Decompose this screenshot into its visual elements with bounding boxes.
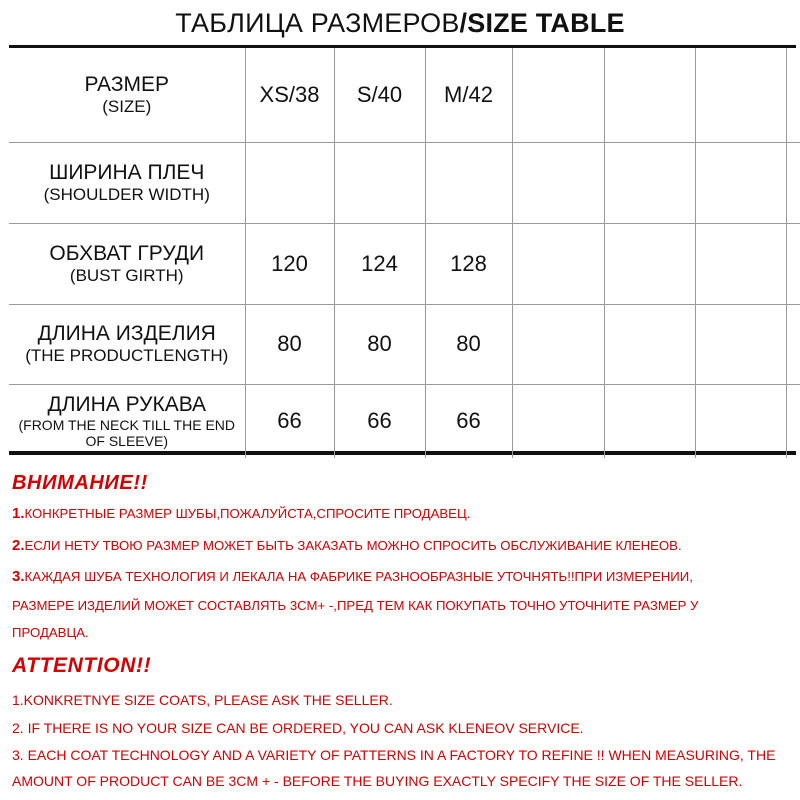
cell-value xyxy=(695,304,786,384)
cell-value xyxy=(695,48,786,142)
row-label xyxy=(9,304,245,384)
cell-value xyxy=(695,384,786,458)
note-number: 3. xyxy=(12,568,25,585)
cell-value xyxy=(786,142,800,223)
label-en: (FROM THE NECK TILL THE END OF SLEEVE) xyxy=(18,417,235,450)
note-text: КАЖДАЯ ШУБА ТЕХНОЛОГИЯ И ЛЕКАЛА НА ФАБРИКЕ РАЗНООБРАЗНЫЕ УТОЧНЯТЬ!!ПРИ ИЗМЕРЕНИИ, xyxy=(24,569,693,584)
table-row-length xyxy=(9,304,800,384)
note-ru-1 xyxy=(12,498,792,530)
cell-value: 80 xyxy=(425,304,512,384)
table-row-shoulder xyxy=(9,142,800,223)
page-title xyxy=(0,4,800,42)
label-en: (SIZE) xyxy=(102,96,152,116)
title-ru: ТАБЛИЦА РАЗМЕРОВ xyxy=(175,8,460,38)
note-en-2: 2. IF THERE IS NO YOUR SIZE CAN BE ORDERED, YOU CAN ASK KLENEOV SERVICE. xyxy=(12,720,584,736)
row-label xyxy=(9,48,245,142)
cell-value xyxy=(695,142,786,223)
note-ru-3 xyxy=(12,562,792,592)
label-en: (SHOULDER WIDTH) xyxy=(43,184,210,204)
attention-heading-en: ATTENTION!! xyxy=(12,654,152,677)
cell-value xyxy=(604,384,695,458)
cell-value xyxy=(604,304,695,384)
cell-value: M/42 xyxy=(425,48,512,142)
row-label xyxy=(9,384,245,458)
cell-value: 128 xyxy=(425,223,512,304)
label-ru: ШИРИНА ПЛЕЧ xyxy=(49,160,205,184)
notes-section xyxy=(12,468,792,794)
cell-value xyxy=(512,304,604,384)
table-row-bust xyxy=(9,223,800,304)
cell-value: 66 xyxy=(245,384,334,458)
cell-value xyxy=(786,384,800,458)
label-ru: ДЛИНА РУКАВА xyxy=(47,393,207,417)
note-text: ЕСЛИ НЕТУ ТВОЮ РАЗМЕР МОЖЕТ БЫТЬ ЗАКАЗАТЬ МОЖНО СПРОСИТЬ ОБСЛУЖИВАНИЕ КЛЕНЕОВ. xyxy=(24,538,682,553)
cell-value xyxy=(512,48,604,142)
cell-value xyxy=(425,142,512,223)
cell-value: 66 xyxy=(425,384,512,458)
label-ru: ДЛИНА ИЗДЕЛИЯ xyxy=(37,322,216,345)
cell-value: S/40 xyxy=(334,48,425,142)
note-en-1: 1.KONKRETNYE SIZE COATS, PLEASE ASK THE SELLER. xyxy=(12,692,393,708)
table-row-size xyxy=(9,48,800,142)
cell-value xyxy=(512,142,604,223)
cell-value xyxy=(604,223,695,304)
cell-value xyxy=(245,142,334,223)
cell-value: 80 xyxy=(334,304,425,384)
cell-value xyxy=(695,223,786,304)
note-ru-2 xyxy=(12,530,792,562)
note-text: КОНКРЕТНЫЕ РАЗМЕР ШУБЫ,ПОЖАЛУЙСТА,СПРОСИТЕ ПРОДАВЕЦ. xyxy=(24,506,471,521)
label-en: (THE PRODUCTLENGTH) xyxy=(25,346,229,365)
note-number: 1. xyxy=(12,505,25,522)
attention-heading-ru: ВНИМАНИЕ!! xyxy=(12,472,148,494)
cell-value: 80 xyxy=(245,304,334,384)
cell-value: XS/38 xyxy=(245,48,334,142)
row-label xyxy=(9,223,245,304)
cell-value xyxy=(512,384,604,458)
note-ru-3-cont: ПРОДАВЦА. xyxy=(12,625,89,640)
label-ru: ОБХВАТ ГРУДИ xyxy=(49,241,205,265)
size-table xyxy=(9,45,796,455)
note-en-3: 3. EACH COAT TECHNOLOGY AND A VARIETY OF PATTERNS IN A FACTORY TO REFINE !! WHEN MEASURING, THE xyxy=(12,747,776,763)
cell-value xyxy=(604,48,695,142)
cell-value xyxy=(334,142,425,223)
cell-value xyxy=(786,304,800,384)
note-en-3-cont: AMOUNT OF PRODUCT CAN BE 3CM + - BEFORE THE BUYING EXACTLY SPECIFY THE SIZE OF THE SELLER. xyxy=(12,773,743,789)
row-label xyxy=(9,142,245,223)
cell-value xyxy=(604,142,695,223)
cell-value: 66 xyxy=(334,384,425,458)
title-en: /SIZE TABLE xyxy=(459,8,625,38)
cell-value: 124 xyxy=(334,223,425,304)
cell-value xyxy=(786,223,800,304)
label-en: (BUST GIRTH) xyxy=(69,265,184,285)
note-number: 2. xyxy=(12,537,25,554)
label-ru: РАЗМЕР xyxy=(84,72,170,96)
cell-value xyxy=(786,48,800,142)
note-ru-3-cont: РАЗМЕРЕ ИЗДЕЛИЙ МОЖЕТ СОСТАВЛЯТЬ 3СМ+ -,ПРЕД ТЕМ КАК ПОКУПАТЬ ТОЧНО УТОЧНИТЕ РАЗМЕР У xyxy=(12,598,699,613)
cell-value xyxy=(512,223,604,304)
table-row-sleeve xyxy=(9,384,800,458)
cell-value: 120 xyxy=(245,223,334,304)
